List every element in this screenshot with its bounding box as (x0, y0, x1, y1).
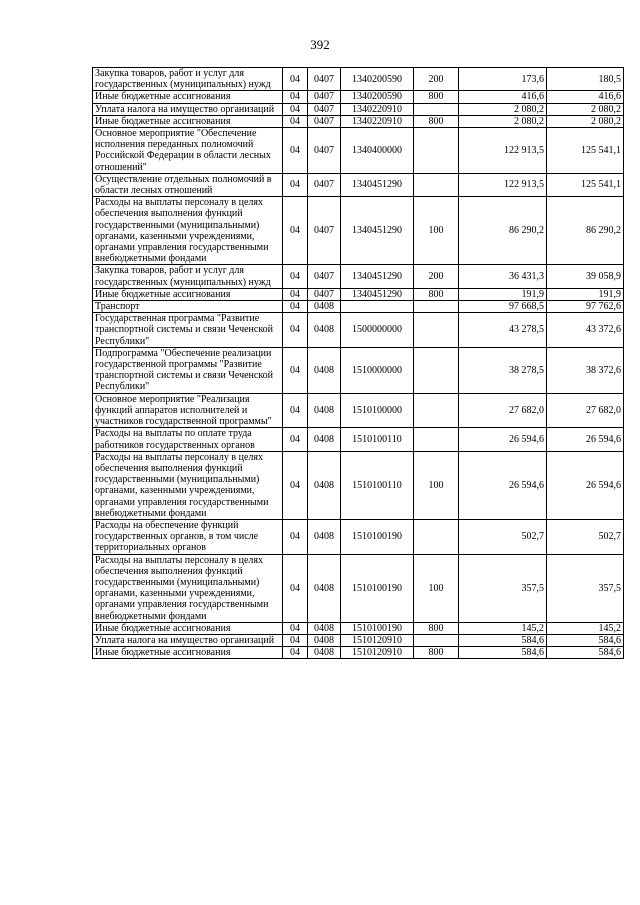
expense-type-cell (414, 519, 459, 554)
subsection-code-cell: 0408 (308, 647, 341, 659)
row-name-cell: Транспорт (93, 301, 283, 313)
target-article-cell: 1510120910 (341, 647, 414, 659)
expense-type-cell (414, 313, 459, 348)
amount-year2-cell: 43 372,6 (547, 313, 624, 348)
amount-year1-cell: 122 913,5 (459, 173, 547, 196)
expense-type-cell: 100 (414, 451, 459, 519)
expense-type-cell (414, 173, 459, 196)
table-row (93, 313, 624, 348)
subsection-code-cell: 0407 (308, 91, 341, 103)
subsection-code-cell: 0408 (308, 451, 341, 519)
amount-year2-cell: 502,7 (547, 519, 624, 554)
section-code-cell: 04 (283, 197, 308, 265)
expense-type-cell (414, 301, 459, 313)
target-article-cell: 1510100190 (341, 622, 414, 634)
expense-type-cell: 800 (414, 622, 459, 634)
expense-type-cell (414, 128, 459, 174)
table-row (93, 347, 624, 393)
section-code-cell: 04 (283, 428, 308, 451)
table-row (93, 428, 624, 451)
table-row (93, 451, 624, 519)
section-code-cell: 04 (283, 103, 308, 115)
amount-year2-cell: 125 541,1 (547, 128, 624, 174)
table-row (93, 103, 624, 115)
subsection-code-cell: 0407 (308, 115, 341, 127)
amount-year1-cell: 2 080,2 (459, 115, 547, 127)
section-code-cell: 04 (283, 554, 308, 622)
expense-type-cell: 200 (414, 265, 459, 288)
section-code-cell: 04 (283, 347, 308, 393)
amount-year2-cell: 357,5 (547, 554, 624, 622)
expense-type-cell (414, 103, 459, 115)
section-code-cell: 04 (283, 622, 308, 634)
subsection-code-cell: 0408 (308, 634, 341, 646)
expense-type-cell: 800 (414, 91, 459, 103)
section-code-cell: 04 (283, 393, 308, 428)
amount-year1-cell: 416,6 (459, 91, 547, 103)
amount-year2-cell: 26 594,6 (547, 451, 624, 519)
table-row (93, 634, 624, 646)
amount-year1-cell: 145,2 (459, 622, 547, 634)
section-code-cell: 04 (283, 647, 308, 659)
amount-year1-cell: 2 080,2 (459, 103, 547, 115)
section-code-cell: 04 (283, 634, 308, 646)
subsection-code-cell: 0407 (308, 173, 341, 196)
expense-type-cell: 200 (414, 68, 459, 91)
amount-year2-cell: 145,2 (547, 622, 624, 634)
section-code-cell: 04 (283, 519, 308, 554)
row-name-cell: Иные бюджетные ассигнования (93, 288, 283, 300)
amount-year2-cell: 86 290,2 (547, 197, 624, 265)
subsection-code-cell: 0408 (308, 622, 341, 634)
row-name-cell: Иные бюджетные ассигнования (93, 622, 283, 634)
target-article-cell: 1340451290 (341, 288, 414, 300)
amount-year1-cell: 191,9 (459, 288, 547, 300)
amount-year1-cell: 584,6 (459, 647, 547, 659)
row-name-cell: Расходы на выплаты персоналу в целях обеспечения выполнения функций государственными (муниципальными) органами, казенными учреждениями, органами управления государственными внебюджетными фондами (93, 451, 283, 519)
section-code-cell: 04 (283, 128, 308, 174)
row-name-cell: Расходы на выплаты по оплате труда работников государственных органов (93, 428, 283, 451)
row-name-cell: Иные бюджетные ассигнования (93, 115, 283, 127)
target-article-cell: 1340220910 (341, 103, 414, 115)
section-code-cell: 04 (283, 173, 308, 196)
amount-year1-cell: 26 594,6 (459, 428, 547, 451)
expense-type-cell (414, 428, 459, 451)
row-name-cell: Закупка товаров, работ и услуг для государственных (муниципальных) нужд (93, 265, 283, 288)
table-row (93, 197, 624, 265)
expense-type-cell (414, 393, 459, 428)
target-article-cell: 1340451290 (341, 265, 414, 288)
amount-year2-cell: 2 080,2 (547, 103, 624, 115)
amount-year1-cell: 97 668,5 (459, 301, 547, 313)
subsection-code-cell: 0408 (308, 519, 341, 554)
amount-year1-cell: 502,7 (459, 519, 547, 554)
subsection-code-cell: 0408 (308, 347, 341, 393)
target-article-cell (341, 301, 414, 313)
subsection-code-cell: 0407 (308, 265, 341, 288)
amount-year2-cell: 38 372,6 (547, 347, 624, 393)
table-row (93, 173, 624, 196)
section-code-cell: 04 (283, 288, 308, 300)
expense-type-cell: 800 (414, 647, 459, 659)
target-article-cell: 1340400000 (341, 128, 414, 174)
section-code-cell: 04 (283, 313, 308, 348)
row-name-cell: Расходы на обеспечение функций государственных органов, в том числе территориальных органов (93, 519, 283, 554)
amount-year2-cell: 180,5 (547, 68, 624, 91)
table-row (93, 265, 624, 288)
table-row (93, 622, 624, 634)
target-article-cell: 1510100190 (341, 554, 414, 622)
amount-year1-cell: 38 278,5 (459, 347, 547, 393)
amount-year2-cell: 27 682,0 (547, 393, 624, 428)
subsection-code-cell: 0407 (308, 103, 341, 115)
target-article-cell: 1510100000 (341, 393, 414, 428)
subsection-code-cell: 0408 (308, 428, 341, 451)
budget-table (92, 67, 624, 659)
budget-table-body (93, 68, 624, 659)
expense-type-cell: 100 (414, 197, 459, 265)
expense-type-cell (414, 634, 459, 646)
target-article-cell: 1510100110 (341, 428, 414, 451)
table-row (93, 91, 624, 103)
amount-year2-cell: 26 594,6 (547, 428, 624, 451)
target-article-cell: 1510100190 (341, 519, 414, 554)
row-name-cell: Основное мероприятие "Обеспечение исполнения переданных полномочий Российской Федерации в области лесных отношений" (93, 128, 283, 174)
target-article-cell: 1340200590 (341, 68, 414, 91)
table-row (93, 301, 624, 313)
table-row (93, 554, 624, 622)
table-row (93, 647, 624, 659)
amount-year1-cell: 43 278,5 (459, 313, 547, 348)
row-name-cell: Расходы на выплаты персоналу в целях обеспечения выполнения функций государственными (муниципальными) органами, казенными учреждениями, органами управления государственными внебюджетными фондами (93, 554, 283, 622)
subsection-code-cell: 0407 (308, 288, 341, 300)
expense-type-cell (414, 347, 459, 393)
amount-year2-cell: 584,6 (547, 634, 624, 646)
target-article-cell: 1510000000 (341, 347, 414, 393)
amount-year2-cell: 584,6 (547, 647, 624, 659)
section-code-cell: 04 (283, 265, 308, 288)
table-row (93, 128, 624, 174)
subsection-code-cell: 0407 (308, 128, 341, 174)
subsection-code-cell: 0408 (308, 313, 341, 348)
target-article-cell: 1340220910 (341, 115, 414, 127)
row-name-cell: Иные бюджетные ассигнования (93, 647, 283, 659)
amount-year1-cell: 86 290,2 (459, 197, 547, 265)
amount-year1-cell: 173,6 (459, 68, 547, 91)
amount-year1-cell: 27 682,0 (459, 393, 547, 428)
amount-year2-cell: 416,6 (547, 91, 624, 103)
amount-year2-cell: 2 080,2 (547, 115, 624, 127)
subsection-code-cell: 0408 (308, 301, 341, 313)
row-name-cell: Расходы на выплаты персоналу в целях обеспечения выполнения функций государственными (муниципальными) органами, казенными учреждениями, органами управления государственными внебюджетными фондами (93, 197, 283, 265)
page-number: 392 (310, 37, 330, 52)
row-name-cell: Закупка товаров, работ и услуг для государственных (муниципальных) нужд (93, 68, 283, 91)
section-code-cell: 04 (283, 68, 308, 91)
row-name-cell: Подпрограмма "Обеспечение реализации государственной программы "Развитие транспортной системы и связи Чеченской Республики" (93, 347, 283, 393)
section-code-cell: 04 (283, 301, 308, 313)
amount-year1-cell: 357,5 (459, 554, 547, 622)
amount-year1-cell: 26 594,6 (459, 451, 547, 519)
subsection-code-cell: 0407 (308, 68, 341, 91)
table-row (93, 68, 624, 91)
target-article-cell: 1510120910 (341, 634, 414, 646)
section-code-cell: 04 (283, 115, 308, 127)
target-article-cell: 1510100110 (341, 451, 414, 519)
table-row (93, 288, 624, 300)
row-name-cell: Государственная программа "Развитие транспортной системы и связи Чеченской Республики" (93, 313, 283, 348)
section-code-cell: 04 (283, 91, 308, 103)
target-article-cell: 1340200590 (341, 91, 414, 103)
expense-type-cell: 800 (414, 115, 459, 127)
subsection-code-cell: 0407 (308, 197, 341, 265)
subsection-code-cell: 0408 (308, 554, 341, 622)
amount-year1-cell: 122 913,5 (459, 128, 547, 174)
table-row (93, 393, 624, 428)
expense-type-cell: 800 (414, 288, 459, 300)
target-article-cell: 1340451290 (341, 173, 414, 196)
amount-year1-cell: 584,6 (459, 634, 547, 646)
table-row (93, 115, 624, 127)
subsection-code-cell: 0408 (308, 393, 341, 428)
amount-year2-cell: 97 762,6 (547, 301, 624, 313)
amount-year1-cell: 36 431,3 (459, 265, 547, 288)
row-name-cell: Основное мероприятие "Реализация функций аппаратов исполнителей и участников государственной программы" (93, 393, 283, 428)
amount-year2-cell: 39 058,9 (547, 265, 624, 288)
row-name-cell: Иные бюджетные ассигнования (93, 91, 283, 103)
section-code-cell: 04 (283, 451, 308, 519)
amount-year2-cell: 191,9 (547, 288, 624, 300)
row-name-cell: Осуществление отдельных полномочий в области лесных отношений (93, 173, 283, 196)
row-name-cell: Уплата налога на имущество организаций (93, 103, 283, 115)
table-row (93, 519, 624, 554)
expense-type-cell: 100 (414, 554, 459, 622)
row-name-cell: Уплата налога на имущество организаций (93, 634, 283, 646)
target-article-cell: 1340451290 (341, 197, 414, 265)
target-article-cell: 1500000000 (341, 313, 414, 348)
amount-year2-cell: 125 541,1 (547, 173, 624, 196)
